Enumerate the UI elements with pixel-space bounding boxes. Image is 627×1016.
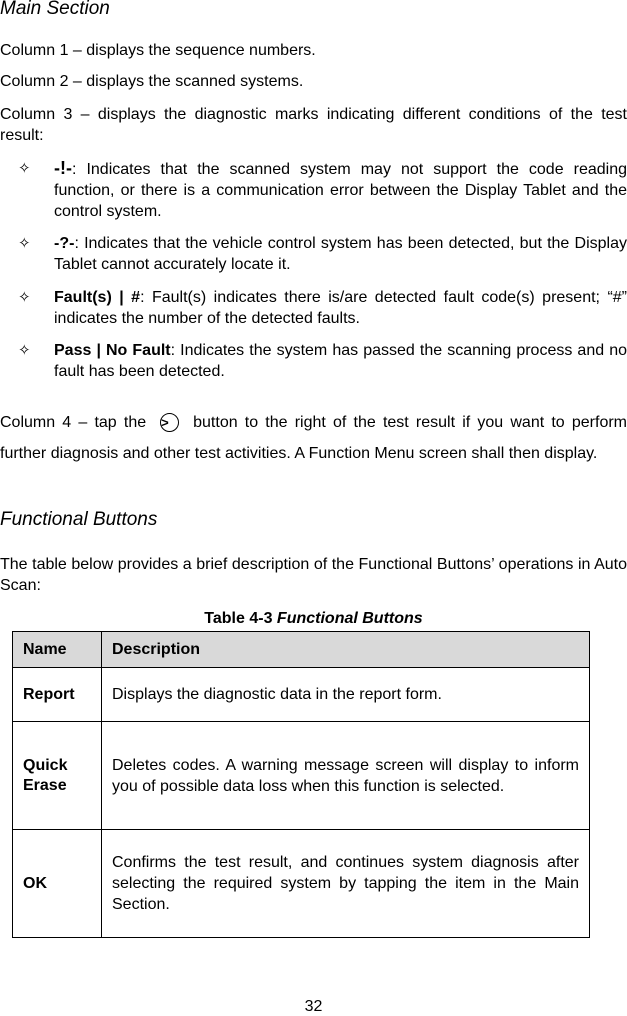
bullet-term: Pass | No Fault (54, 342, 171, 359)
bullet-term: -?- (54, 235, 75, 252)
table-caption-prefix: Table 4-3 (204, 610, 277, 627)
header-description: Description (102, 632, 590, 668)
row-description: Confirms the test result, and continues system diagnosis after selecting the required system by tapping the item in the Main Section. (102, 830, 590, 938)
column4-text (0, 407, 627, 469)
bullet-term: -!- (54, 158, 72, 178)
column3-text: Column 3 – displays the diagnostic marks indicating different conditions of the test result: (0, 106, 627, 144)
bullet-item-warning (18, 158, 627, 222)
bullet-text: : Indicates that the scanned system may not support the code reading function, or there is a communication error between the Display Tablet and the control system. (54, 161, 627, 220)
bullet-text: : Indicates that the vehicle control system has been detected, but the Display Tablet cannot accurately locate it. (54, 235, 627, 273)
diamond-bullet-icon: ✧ (18, 289, 31, 306)
diamond-bullet-icon: ✧ (18, 342, 31, 359)
column1-text: Column 1 – displays the sequence numbers. (0, 42, 316, 59)
table-caption (0, 610, 627, 628)
table-row (13, 830, 590, 938)
column2-text: Column 2 – displays the scanned systems. (0, 73, 304, 90)
functional-buttons-table (12, 631, 590, 938)
diamond-bullet-icon: ✧ (18, 235, 31, 252)
table-caption-title: Functional Buttons (276, 610, 423, 627)
bullet-text: : Indicates the system has passed the scanning process and no fault has been detected. (54, 342, 627, 380)
functional-buttons-intro: The table below provides a brief description of the Functional Buttons’ operations in Auto Scan: (0, 556, 627, 594)
table-row (13, 722, 590, 830)
header-name: Name (13, 632, 102, 668)
page-number: 32 (304, 998, 323, 1015)
next-arrow-icon: > (160, 413, 179, 432)
bullet-text: : Fault(s) indicates there is/are detected fault code(s) present; “#” indicates the number of the detected faults. (54, 289, 627, 327)
diamond-bullet-icon: ✧ (18, 160, 31, 177)
bullet-item-unknown (18, 233, 627, 275)
functional-buttons-heading: Functional Buttons (0, 509, 158, 530)
row-name: Quick Erase (13, 722, 102, 830)
row-description: Deletes codes. A warning message screen will display to inform you of possible data loss when this function is selected. (102, 722, 590, 830)
row-name: Report (13, 668, 102, 722)
bullet-item-pass (18, 340, 627, 382)
column4-after: button to the right of the test result if you want to perform further diagnosis and other test activities. A Function Menu screen shall then display. (0, 414, 627, 462)
bullet-item-faults (18, 287, 627, 329)
bullet-term: Fault(s) | # (54, 289, 141, 306)
row-name: OK (13, 830, 102, 938)
row-description: Displays the diagnostic data in the report form. (102, 668, 590, 722)
table-header-row (13, 632, 590, 668)
main-section-heading: Main Section (0, 0, 110, 19)
column4-before: Column 4 – tap the (0, 414, 147, 431)
table-row (13, 668, 590, 722)
